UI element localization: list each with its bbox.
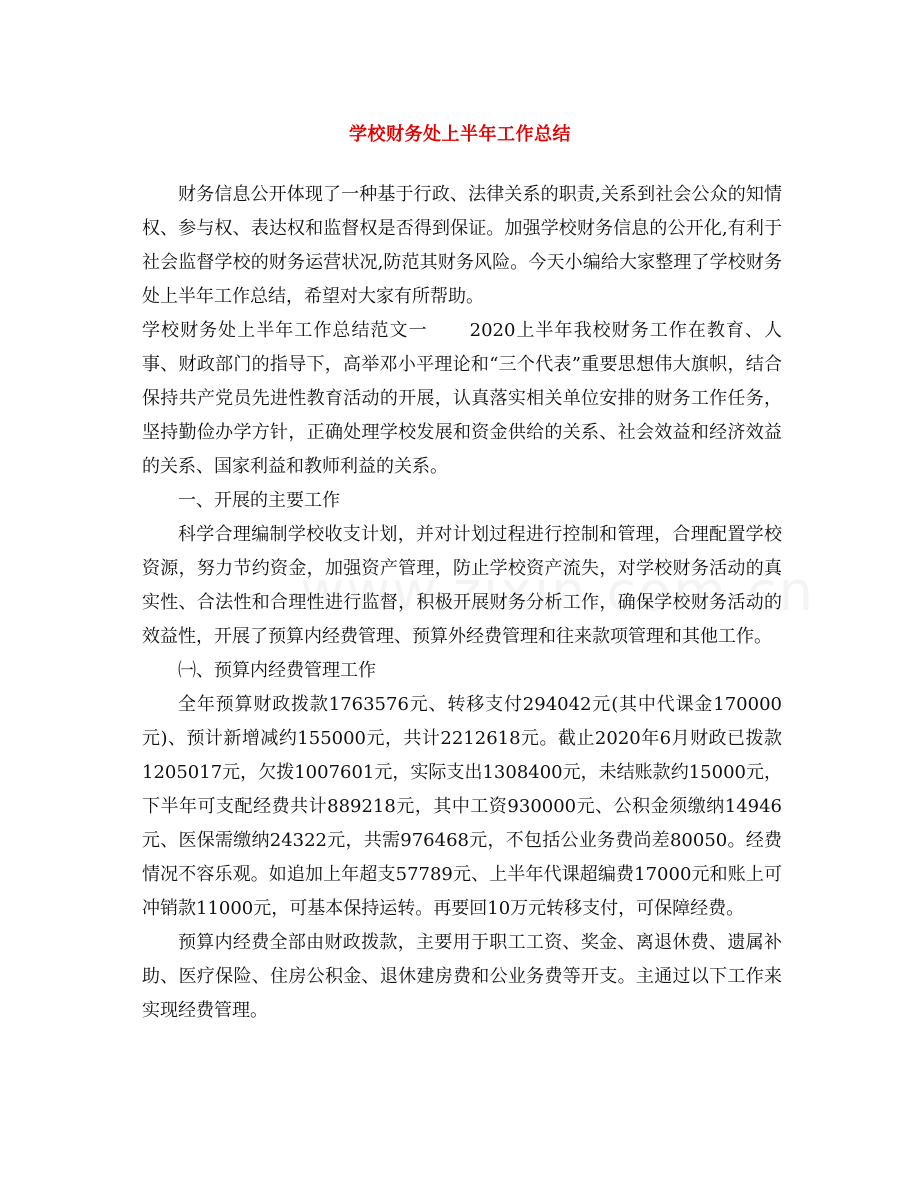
section-first-paragraph: 2020上半年我校财务工作在教育、人事、财政部门的指导下，高举邓小平理论和“三个代表”重要思想伟大旗帜，结合保持共产党员先进性教育活动的开展，认真落实相关单位安排的财务工作任务，坚持勤俭办学方针，正确处理学校发展和资金供给的关系、社会效益和经济效益的关系、国家利益和教师利益的关系。 xyxy=(142,320,783,477)
document-title: 学校财务处上半年工作总结 xyxy=(349,124,571,145)
document-body xyxy=(142,178,782,1028)
paragraph-budget-figures: 全年预算财政拨款1763576元、转移支付294042元(其中代课金170000元)、预计新增减约155000元，共计2212618元。截止2020年6月财政已拨款1205017元，欠拨1007601元，实际支出1308400元，未结账款约15000元，下半年可支配经费共计889218元，其中工资930000元、公积金须缴纳14946元、医保需缴纳24322元，共需976468元，不包括公业务费尚差80050。经费情况不容乐观。如追加上年超支57789元、上半年代课超编费17000元和账上可冲销款11000元，可基本保持运转。再要回10万元转移支付，可保障经费。 xyxy=(142,694,782,919)
heading-budget-management: ㈠、预算内经费管理工作 xyxy=(178,660,376,681)
heading-main-work: 一、开展的主要工作 xyxy=(178,490,340,511)
paragraph-budget-usage: 预算内经费全部由财政拨款，主要用于职工工资、奖金、离退休费、遗属补助、医疗保险、住房公积金、退休建房费和公业务费等开支。主通过以下工作来实现经费管理。 xyxy=(142,932,782,1021)
intro-paragraph: 财务信息公开体现了一种基于行政、法律关系的职责,关系到社会公众的知情权、参与权、表达权和监督权是否得到保证。加强学校财务信息的公开化,有利于社会监督学校的财务运营状况,防范其财务风险。今天小编给大家整理了学校财务处上半年工作总结，希望对大家有所帮助。 xyxy=(142,184,782,307)
section-label: 学校财务处上半年工作总结范文一 xyxy=(142,320,428,341)
paragraph-main-work: 科学合理编制学校收支计划，并对计划过程进行控制和管理，合理配置学校资源，努力节约资金，加强资产管理，防止学校资产流失，对学校财务活动的真实性、合法性和合理性进行监督，积极开展财务分析工作，确保学校财务活动的效益性，开展了预算内经费管理、预算外经费管理和往来款项管理和其他工作。 xyxy=(142,524,782,647)
section-paragraph xyxy=(142,314,782,484)
